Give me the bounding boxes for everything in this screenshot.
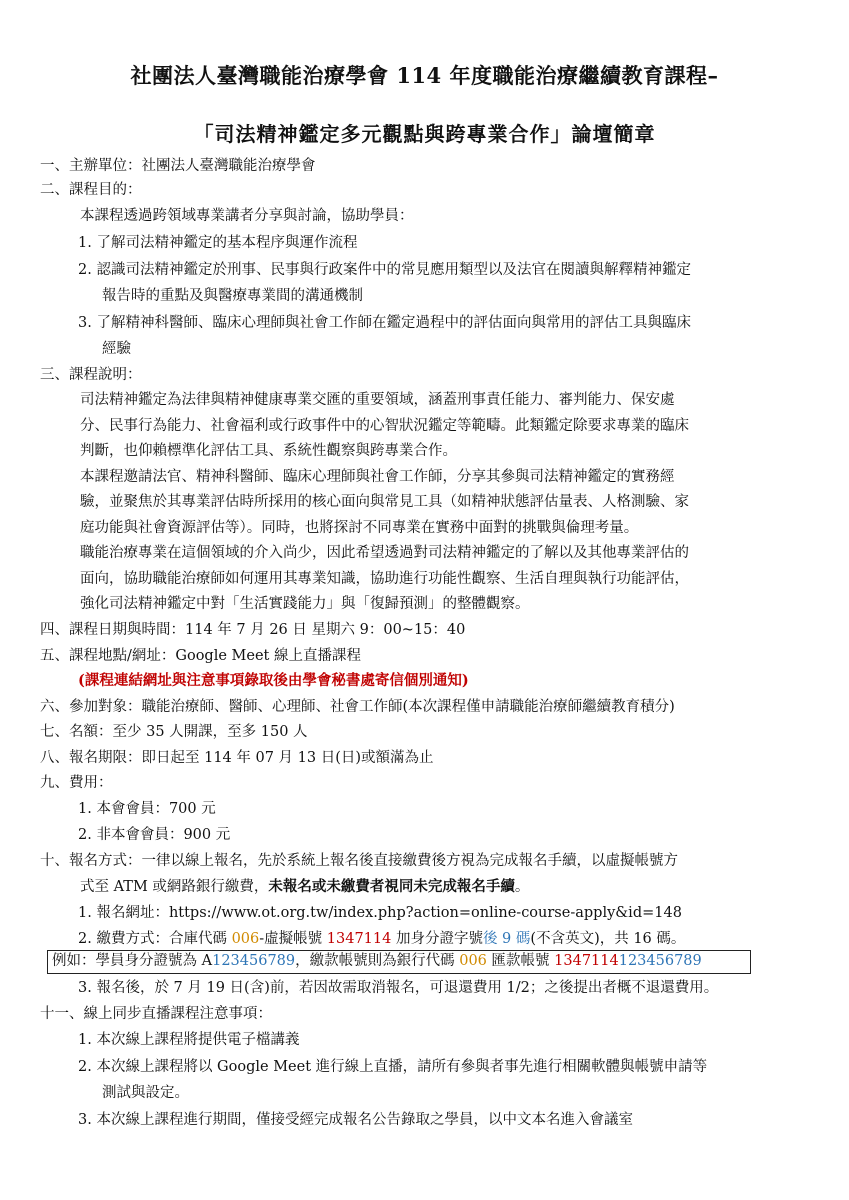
section-registration-line1: 十、報名方式：一律以線上報名，先於系統上報名後直接繳費後方視為完成報名手續，以虛擬帳號方 bbox=[40, 853, 678, 869]
online-note-1: 1. 本次線上課程將提供電子檔講義 bbox=[78, 1032, 300, 1048]
purpose-item-3-cont: 經驗 bbox=[102, 341, 131, 357]
bank-code: 006 bbox=[231, 931, 260, 947]
online-note-2: 2. 本次線上課程將以 Google Meet 進行線上直播，請所有參與者事先進行相關軟體與帳號申請等 bbox=[78, 1059, 708, 1075]
section-organizer: 一、主辦單位：社團法人臺灣職能治療學會 bbox=[40, 158, 316, 174]
purpose-item-1: 1. 了解司法精神鑑定的基本程序與運作流程 bbox=[78, 235, 358, 251]
registration-url[interactable]: 1. 報名網址：https://www.ot.org.tw/index.php?action=online-course-apply&id=148 bbox=[78, 905, 682, 921]
purpose-item-3: 3. 了解精神科醫師、臨床心理師與社會工作師在鑑定過程中的評估面向與常用的評估工具與臨床 bbox=[78, 315, 691, 331]
payment-method: 2. 繳費方式：合庫代碼 006-虛擬帳號 1347114 加身分證字號後 9 碼(不含英文)，共 16 碼。 bbox=[78, 931, 686, 947]
online-note-3: 3. 本次線上課程進行期間，僅接受經完成報名公告錄取之學員，以中文本名進入會議室 bbox=[78, 1112, 633, 1128]
section-deadline: 八、報名期限：即日起至 114 年 07 月 13 日(日)或額滿為止 bbox=[40, 750, 434, 766]
document-title-line2: 「司法精神鑑定多元觀點與跨專業合作」論壇簡章 bbox=[193, 122, 656, 146]
section-registration-line2: 式至 ATM 或網路銀行繳費，未報名或未繳費者視同未完成報名手續。 bbox=[80, 878, 530, 895]
description-p3-line3: 強化司法精神鑑定中對「生活實踐能力」與「復歸預測」的整體觀察。 bbox=[80, 596, 530, 612]
document-title-line1: 社團法人臺灣職能治療學會 114 年度職能治療繼續教育課程– bbox=[130, 63, 719, 88]
section-quota: 七、名額：至少 35 人開課，至多 150 人 bbox=[40, 724, 308, 740]
refund-policy: 3. 報名後，於 7 月 19 日(含)前，若因故需取消報名，可退還費用 1/2；之後提出者概不退還費用。 bbox=[78, 980, 719, 996]
fee-non-member: 2. 非本會會員：900 元 bbox=[78, 827, 231, 843]
description-p1-line1: 司法精神鑑定為法律與精神健康專業交匯的重要領域，涵蓋刑事責任能力、審判能力、保安處 bbox=[80, 392, 675, 408]
purpose-intro: 本課程透過跨領域專業講者分享與討論，協助學員： bbox=[80, 208, 414, 224]
description-p2-line2: 驗，並聚焦於其專業評估時所採用的核心面向與常見工具（如精神狀態評估量表、人格測驗、家 bbox=[80, 494, 689, 510]
online-note-2-cont: 測試與設定。 bbox=[102, 1085, 189, 1101]
description-p1-line3: 判斷，也仰賴標準化評估工具、系統性觀察與跨專業合作。 bbox=[80, 443, 457, 459]
section-audience: 六、參加對象：職能治療師、醫師、心理師、社會工作師(本次課程僅申請職能治療師繼續教育積分) bbox=[40, 699, 675, 715]
section-location: 五、課程地點/網址：Google Meet 線上直播課程 bbox=[40, 648, 361, 664]
description-p3-line1: 職能治療專業在這個領域的介入尚少，因此希望透過對司法精神鑑定的了解以及其他專業評估的 bbox=[80, 545, 689, 561]
virtual-account-prefix: 1347114 bbox=[326, 931, 392, 947]
payment-example: 例如：學員身分證號為 A123456789，繳款帳號則為銀行代碼 006 匯款帳號 1347114123456789 bbox=[52, 953, 702, 969]
section-date-time: 四、課程日期與時間：114 年 7 月 26 日 星期六 9：00~15：40 bbox=[40, 622, 466, 638]
description-p2-line3: 庭功能與社會資源評估等）。同時，也將探討不同專業在實務中面對的挑戰與倫理考量。 bbox=[80, 520, 639, 536]
section-online-notes-heading: 十一、線上同步直播課程注意事項： bbox=[40, 1006, 272, 1022]
description-p1-line2: 分、民事行為能力、社會福利或行政事件中的心智狀況鑑定等範疇。此類鑑定除要求專業的臨床 bbox=[80, 418, 689, 434]
purpose-item-2: 2. 認識司法精神鑑定於刑事、民事與行政案件中的常見應用類型以及法官在閱讀與解釋精神鑑定 bbox=[78, 262, 691, 278]
description-p3-line2: 面向，協助職能治療師如何運用其專業知識，協助進行功能性觀察、生活自理與執行功能評估， bbox=[80, 571, 689, 587]
section-description-heading: 三、課程說明： bbox=[40, 367, 142, 383]
purpose-item-2-cont: 報告時的重點及與醫療專業間的溝通機制 bbox=[102, 288, 363, 304]
id-last-digits: 後 9 碼 bbox=[482, 931, 531, 947]
registration-warning: 未報名或未繳費者視同未完成報名手續 bbox=[268, 878, 515, 895]
section-fee-heading: 九、費用： bbox=[40, 775, 113, 791]
section-purpose-heading: 二、課程目的： bbox=[40, 182, 142, 198]
location-note: (課程連結網址與注意事項錄取後由學會秘書處寄信個別通知) bbox=[78, 672, 469, 689]
fee-member: 1. 本會會員：700 元 bbox=[78, 801, 216, 817]
description-p2-line1: 本課程邀請法官、精神科醫師、臨床心理師與社會工作師，分享其參與司法精神鑑定的實務經 bbox=[80, 469, 675, 485]
